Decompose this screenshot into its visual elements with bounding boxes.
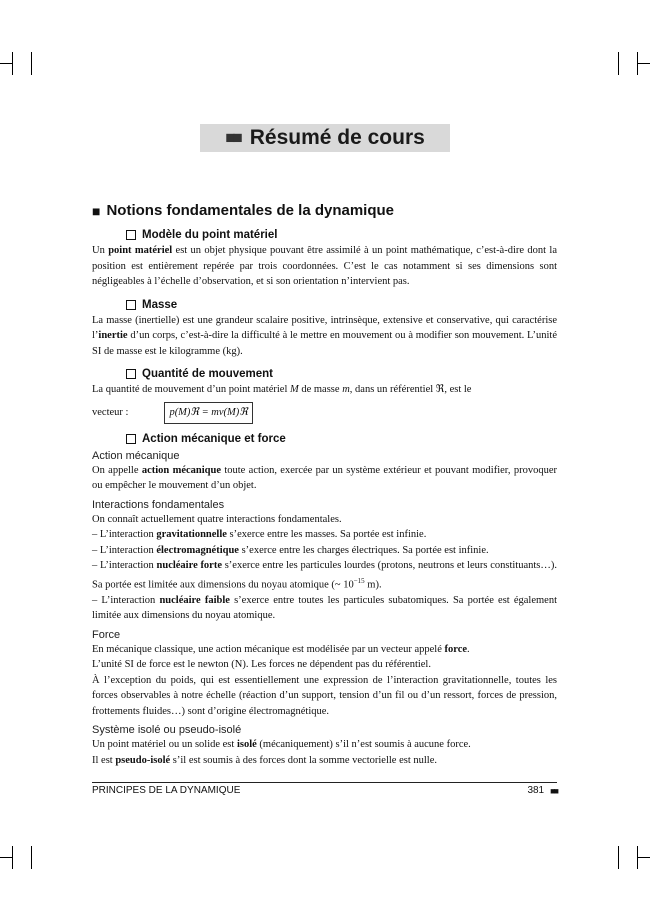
- vector-line: vecteur : p(M)ℜ = mv(M)ℜ: [92, 402, 557, 424]
- checkbox-square-icon: [126, 369, 136, 379]
- double-square-icon: ■■: [550, 785, 557, 796]
- paragraph: Un point matériel est un objet physique pouvant être assimilé à un point mathématique, c’est-à-dire dont la position est entièrement repérée par trois coordonnées. C’est le cas notamment si ses dimensions sont négligeables à l’échelle d’observation, et si son orientation n’intervient pas.: [92, 245, 557, 287]
- crop-mark: [31, 52, 32, 75]
- paragraph: À l’exception du poids, qui est essentiellement une expression de l’interaction gravitationnelle, toutes les forces observables à notre échelle (réaction d’un support, tension d’un fil ou d’un ressort, forces de pression, frottements fluides…) sont d’origine électromagnétique.: [92, 674, 557, 717]
- checkbox-square-icon: [126, 434, 136, 444]
- crop-mark: [618, 52, 619, 75]
- crop-mark: [618, 846, 619, 869]
- crop-mark: [0, 63, 12, 64]
- action-section: [92, 433, 557, 769]
- list-item: – L’interaction gravitationnelle s’exerce entre les masses. Sa portée est infinie.: [92, 529, 427, 540]
- crop-mark: [638, 63, 650, 64]
- paragraph: L’unité SI de force est le newton (N). Les forces ne dépendent pas du référentiel.: [92, 659, 431, 670]
- page-title: Résumé de cours: [249, 126, 425, 149]
- crop-mark: [12, 52, 13, 75]
- minor-heading: Action mécanique: [92, 449, 180, 462]
- subsection-heading: Quantité de mouvement: [126, 368, 557, 380]
- crop-mark: [31, 846, 32, 869]
- crop-mark: [0, 857, 12, 858]
- paragraph: Il est pseudo-isolé s’il est soumis à des forces dont la somme vectorielle est nulle.: [92, 754, 437, 766]
- main-content: [92, 202, 557, 777]
- page-footer: [92, 782, 557, 796]
- qdm-section: [92, 368, 557, 424]
- masse-section: [92, 299, 557, 360]
- paragraph: La quantité de mouvement d’un point matériel M de masse m, dans un référentiel ℜ, est le: [92, 384, 472, 395]
- paragraph: En mécanique classique, une action mécanique est modélisée par un vecteur appelé force.: [92, 643, 470, 655]
- list-item: – L’interaction nucléaire faible s’exerce entre toutes les particules subatomiques. Sa portée est également limitée aux dimensions du noyau atomique.: [92, 594, 558, 621]
- minor-heading: Système isolé ou pseudo-isolé: [92, 724, 242, 736]
- subsection-heading: Masse: [126, 299, 557, 311]
- section-heading: ■ Notions fondamentales de la dynamique: [92, 202, 395, 219]
- square-bullet-icon: ■: [92, 202, 101, 219]
- minor-heading: Force: [92, 628, 121, 641]
- subsection-heading: Action mécanique et force: [126, 433, 557, 445]
- chapter-title: PRINCIPES DE LA DYNAMIQUE: [92, 785, 241, 796]
- modele-section: [92, 229, 557, 290]
- crop-mark: [637, 52, 638, 75]
- momentum-formula: p(M)ℜ = mv(M)ℜ: [164, 402, 252, 424]
- minor-heading: Interactions fondamentales: [92, 498, 225, 511]
- list-item: – L’interaction nucléaire forte s’exerce entre les particules lourdes (protons, neutrons et leurs constituants…). Sa portée est limitée aux dimensions du noyau atomique (~ $10^{-15}$ m).: [92, 560, 558, 590]
- paragraph: Un point matériel ou un solide est isolé (mécaniquement) s’il n’est soumis à aucune force.: [92, 739, 471, 750]
- double-square-icon: ■■: [225, 128, 240, 147]
- paragraph: La masse (inertielle) est une grandeur scalaire positive, intrinsèque, extensive et conservative, qui caractérise l’inertie d’un corps, c’est-à-dire la difficulté à le mettre en mouvement ou à modifier son mouvement. L’unité SI de masse est le kilogramme (kg).: [92, 314, 557, 357]
- checkbox-square-icon: [126, 300, 136, 310]
- page-number: 381 ■■: [527, 785, 557, 796]
- crop-mark: [12, 846, 13, 869]
- summary-banner: [200, 124, 450, 152]
- checkbox-square-icon: [126, 230, 136, 240]
- crop-mark: [638, 857, 650, 858]
- list-item: – L’interaction électromagnétique s’exerce entre les charges électriques. Sa portée est infinie.: [92, 544, 489, 556]
- paragraph: On appelle action mécanique toute action, exercée par un système extérieur et pouvant modifier, provoquer ou empêcher le mouvement d’un objet.: [92, 464, 557, 491]
- crop-mark: [637, 846, 638, 869]
- paragraph: On connaît actuellement quatre interactions fondamentales.: [92, 513, 342, 525]
- subsection-heading: Modèle du point matériel: [126, 229, 557, 241]
